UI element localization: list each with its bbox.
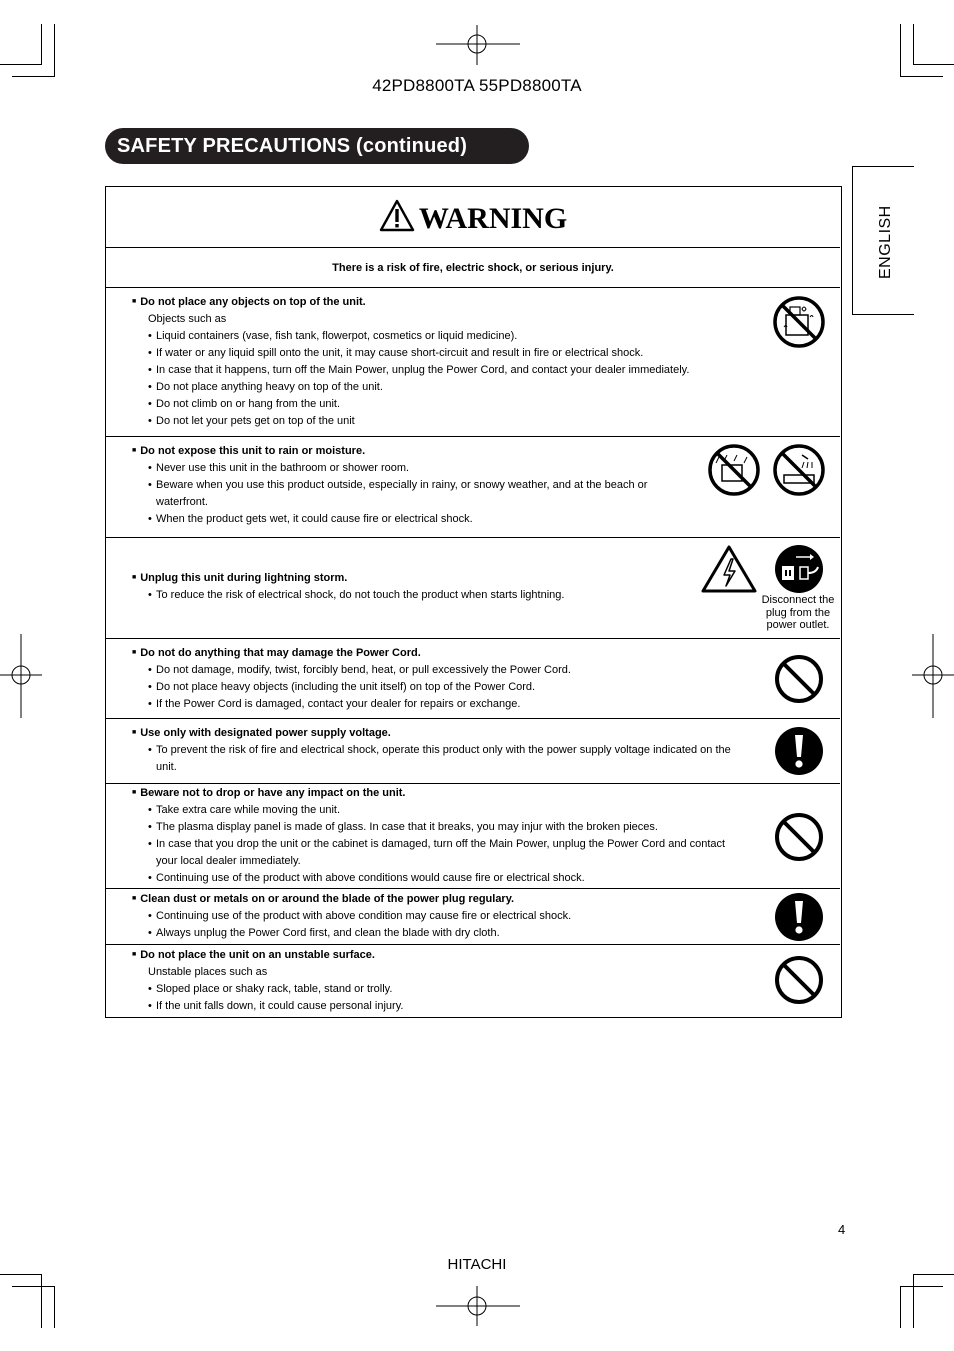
item-bullet: • If the Power Cord is damaged, contact your dealer for repairs or exchange.: [132, 696, 571, 713]
item-heading: ■ Do not place the unit on an unstable surface.: [132, 947, 403, 964]
warning-item-lightning: [106, 538, 840, 639]
item-continuation: waterfront.: [156, 496, 208, 508]
crop-mark: [900, 1286, 943, 1287]
unplug-caption: [758, 594, 838, 632]
item-bullet: • Do not damage, modify, twist, forcibly bend, heat, or pull excessively the Power Cord.: [132, 662, 571, 679]
item-bullet: • Do not place anything heavy on top of the unit.: [132, 379, 689, 396]
item-text: [132, 645, 571, 713]
item-heading: ■ Unplug this unit during lightning storm.: [132, 570, 564, 587]
item-bullet: • Beware when you use this product outside, especially in rainy, or snowy weather, and at the beach or: [132, 477, 647, 494]
warning-item-drop-impact: [106, 784, 840, 889]
unplug-caption-line: power outlet.: [766, 619, 830, 631]
crop-mark: [54, 1286, 55, 1328]
item-text: [132, 947, 403, 1015]
item-heading: ■ Use only with designated power supply voltage.: [132, 725, 731, 742]
registration-mark-bottom: [436, 1286, 520, 1326]
no-rain-icon: [707, 443, 761, 497]
crop-mark: [0, 64, 42, 65]
warning-title-wrap: [106, 199, 840, 236]
warning-item-clean-plug: [106, 889, 840, 945]
warning-item-unstable-surface: [106, 945, 840, 1016]
crop-mark: [41, 24, 42, 64]
risk-statement: There is a risk of fire, electric shock, or serious injury.: [106, 248, 840, 288]
item-intro: Unstable places such as: [148, 966, 268, 978]
warning-title: WARNING: [418, 202, 568, 235]
registration-mark-right: [912, 634, 954, 718]
electric-shock-warning-icon: [700, 544, 758, 594]
prohibition-icon: [774, 812, 824, 862]
crop-mark: [913, 1274, 954, 1275]
warning-item-rain-moisture: [106, 437, 840, 538]
item-bullet: • Sloped place or shaky rack, table, stand or trolly.: [132, 981, 403, 998]
item-bullet: • Continuing use of the product with above conditions would cause fire or electrical shock.: [132, 870, 725, 887]
item-heading: ■ Beware not to drop or have any impact on the unit.: [132, 785, 725, 802]
warning-box: [105, 186, 842, 1018]
item-bullet: • Take extra care while moving the unit.: [132, 802, 725, 819]
item-heading: ■ Do not do anything that may damage the Power Cord.: [132, 645, 571, 662]
item-bullet: • Do not climb on or hang from the unit.: [132, 396, 689, 413]
crop-mark: [900, 1286, 901, 1328]
registration-mark-left: [0, 634, 42, 718]
item-continuation: your local dealer immediately.: [156, 855, 301, 867]
prohibition-icon: [774, 955, 824, 1005]
item-bullet: • In case that it happens, turn off the Main Power, unplug the Power Cord, and contact your dealer immediately.: [132, 362, 689, 379]
crop-mark: [913, 64, 954, 65]
item-heading: ■ Do not place any objects on top of the unit.: [132, 294, 689, 311]
item-bullet: • To reduce the risk of electrical shock, do not touch the product when starts lightning.: [132, 587, 564, 604]
unplug-caption-line: plug from the: [765, 606, 831, 619]
crop-mark: [0, 1274, 42, 1275]
mandatory-action-icon: [774, 726, 824, 776]
item-text: [132, 785, 725, 887]
warning-item-voltage: [106, 719, 840, 784]
item-heading: ■ Clean dust or metals on or around the blade of the power plug regulary.: [132, 891, 571, 908]
warning-item-power-cord: [106, 639, 840, 719]
unplug-icon: [774, 544, 824, 594]
warning-header: [106, 187, 840, 248]
item-bullet: • Continuing use of the product with above condition may cause fire or electrical shock.: [132, 908, 571, 925]
item-bullet: • To prevent the risk of fire and electrical shock, operate this product only with the power supply voltage indicated on the: [132, 742, 731, 759]
no-objects-on-top-icon: [772, 295, 826, 349]
language-tab-label: ENGLISH: [877, 205, 894, 279]
crop-mark: [12, 1286, 55, 1287]
item-bullet: • When the product gets wet, it could cause fire or electrical shock.: [132, 511, 647, 528]
item-continuation: unit.: [156, 761, 177, 773]
unplug-caption-line: Disconnect the: [761, 594, 835, 606]
crop-mark: [913, 24, 914, 64]
item-bullet: • If water or any liquid spill onto the unit, it may cause short-circuit and result in fire or electrical shock.: [132, 345, 689, 362]
warning-item-objects-on-top: [106, 288, 840, 437]
item-bullet: • Do not let your pets get on top of the unit: [132, 413, 689, 430]
item-bullet: • The plasma display panel is made of glass. In case that it breaks, you may injur with the broken pieces.: [132, 819, 725, 836]
item-bullet: • If the unit falls down, it could cause personal injury.: [132, 998, 403, 1015]
crop-mark: [913, 1274, 914, 1328]
item-bullet: • In case that you drop the unit or the cabinet is damaged, turn off the Main Power, unplug the Power Cord and contact: [132, 836, 725, 853]
crop-mark: [41, 1274, 42, 1328]
item-text: [132, 443, 647, 528]
brand-name: HITACHI: [447, 1256, 507, 1273]
crop-mark: [54, 24, 55, 77]
section-title: SAFETY PRECAUTIONS (continued): [105, 128, 529, 164]
page-number: 4: [838, 1222, 846, 1237]
no-shower-icon: [772, 443, 826, 497]
prohibition-icon: [774, 654, 824, 704]
item-text: [132, 294, 689, 430]
item-text: [132, 570, 564, 604]
mandatory-action-icon: [774, 892, 824, 942]
model-title: 42PD8800TA 55PD8800TA: [372, 76, 582, 95]
item-bullet: • Liquid containers (vase, fish tank, flowerpot, cosmetics or liquid medicine).: [132, 328, 689, 345]
registration-mark-top: [436, 25, 520, 65]
crop-mark: [900, 24, 901, 77]
item-text: [132, 725, 731, 776]
item-bullet: • Always unplug the Power Cord first, and clean the blade with dry cloth.: [132, 925, 571, 942]
item-text: [132, 891, 571, 942]
warning-triangle-icon: [379, 199, 415, 232]
language-tab: [852, 166, 914, 315]
item-heading: ■ Do not expose this unit to rain or moisture.: [132, 443, 647, 460]
item-intro: Objects such as: [148, 313, 227, 325]
item-bullet: • Never use this unit in the bathroom or shower room.: [132, 460, 647, 477]
item-bullet: • Do not place heavy objects (including the unit itself) on top of the Power Cord.: [132, 679, 571, 696]
